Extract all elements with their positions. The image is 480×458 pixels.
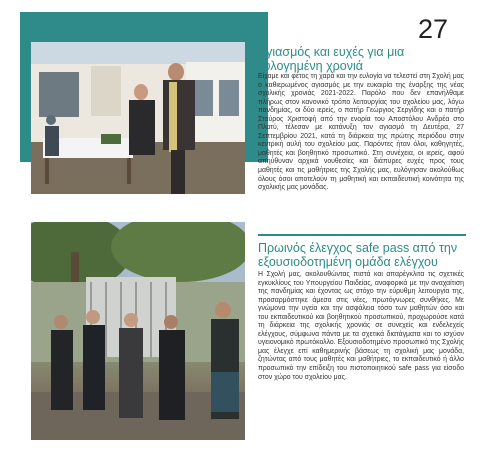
safe-pass-check-illustration <box>31 222 245 440</box>
section-body-blessing: Είχαμε και φέτος τη χαρά και την ευλογία να τελεστεί στη Σχολή μας ο καθιερωμένος αγιασμός με την ευκαιρία της έναρξης της νέας σχολικής χρονιάς 2021-2022. Παρόλο που δεν επανήλθαμε πλήρως στον κανονικό τρόπο λειτουργίας του σχολείου μας, λόγω πανδημίας, οι δύο ιερείς, ο πατήρ Γεώργιος Σεργίδης και ο πατήρ Σταύρος Χριστοφή από την ενορία του Αποστόλου Ανδρέα στο Πλατύ, τέλεσαν με κατάνυξη τον αγιασμό τη Δευτέρα, 27 Σεπτεμβρίου 2021, κατά τη διάρκεια της πρώτης περιόδου στην κεντρική αυλή του σχολείου μας. Παρόντες ήταν όλοι, καθηγητές, μαθητές και βοηθητικό προσωπικό. Στη συνέχεια, οι ιερείς, αφού απηύθυναν αρχικά νουθεσίες και διάπυρες ευχές προς τους μαθητές και τις μαθήτριες της Σχολής μας, ευλόγησαν ακολούθως όλους όσοι αποτελούν τη μαθητική και εκπαιδευτική κοινότητα της σχολικής μας μονάδας. <box>258 73 464 192</box>
section-divider <box>258 234 466 236</box>
section-title-blessing: Αγιασμός και ευχές για μια ευλογημένη χρονιά <box>258 45 405 73</box>
section-title-safe-pass: Πρωινός έλεγχος safe pass από την εξουσιοδοτημένη ομάδα ελέγχου <box>258 241 458 269</box>
page-number: 27 <box>418 14 449 44</box>
section-body-safe-pass: Η Σχολή μας, ακολουθώντας πιστά και απαρέγκλιτα τις σχετικές εγκυκλίους του Υπουργείου Παιδείας, αναφορικά με την αναχαίτιση της πανδημίας και έχοντας ως στόχο την εύρυθμη λειτουργία της, προσαρμόστηκε άμεσα στις νέες, πρωτόγνωρες συνθήκες. Με γνώμονα την υγεία και την ασφάλεια τόσο των μαθητών όσο και του εκπαιδευτικού και βοηθητικού προσωπικού, προχωρούσε κατά τη διάρκεια της σχολικής χρονιάς σε συνεχείς και ενδελεχείς ελέγχους, σύμφωνα πάντα με τα σχετικά διατάγματα και το ισχύον υγειονομικό πρωτόκολλο. Εξουσιοδοτημένο προσωπικό της Σχολής μας έλεγχε επί καθημερινής βάσεως τη σχολική μας μονάδα, ζητώντας από τους μαθητές και μαθήτριες, το εκπαιδευτικό ή άλλο προσωπικό την επίδειξη του πιστοποιητικού safe pass για είσοδο στον χώρο του σχολείου μας. <box>258 271 464 381</box>
safe-pass-check-photo <box>31 222 245 440</box>
blessing-ceremony-illustration <box>31 42 245 194</box>
blessing-ceremony-photo <box>31 42 245 194</box>
